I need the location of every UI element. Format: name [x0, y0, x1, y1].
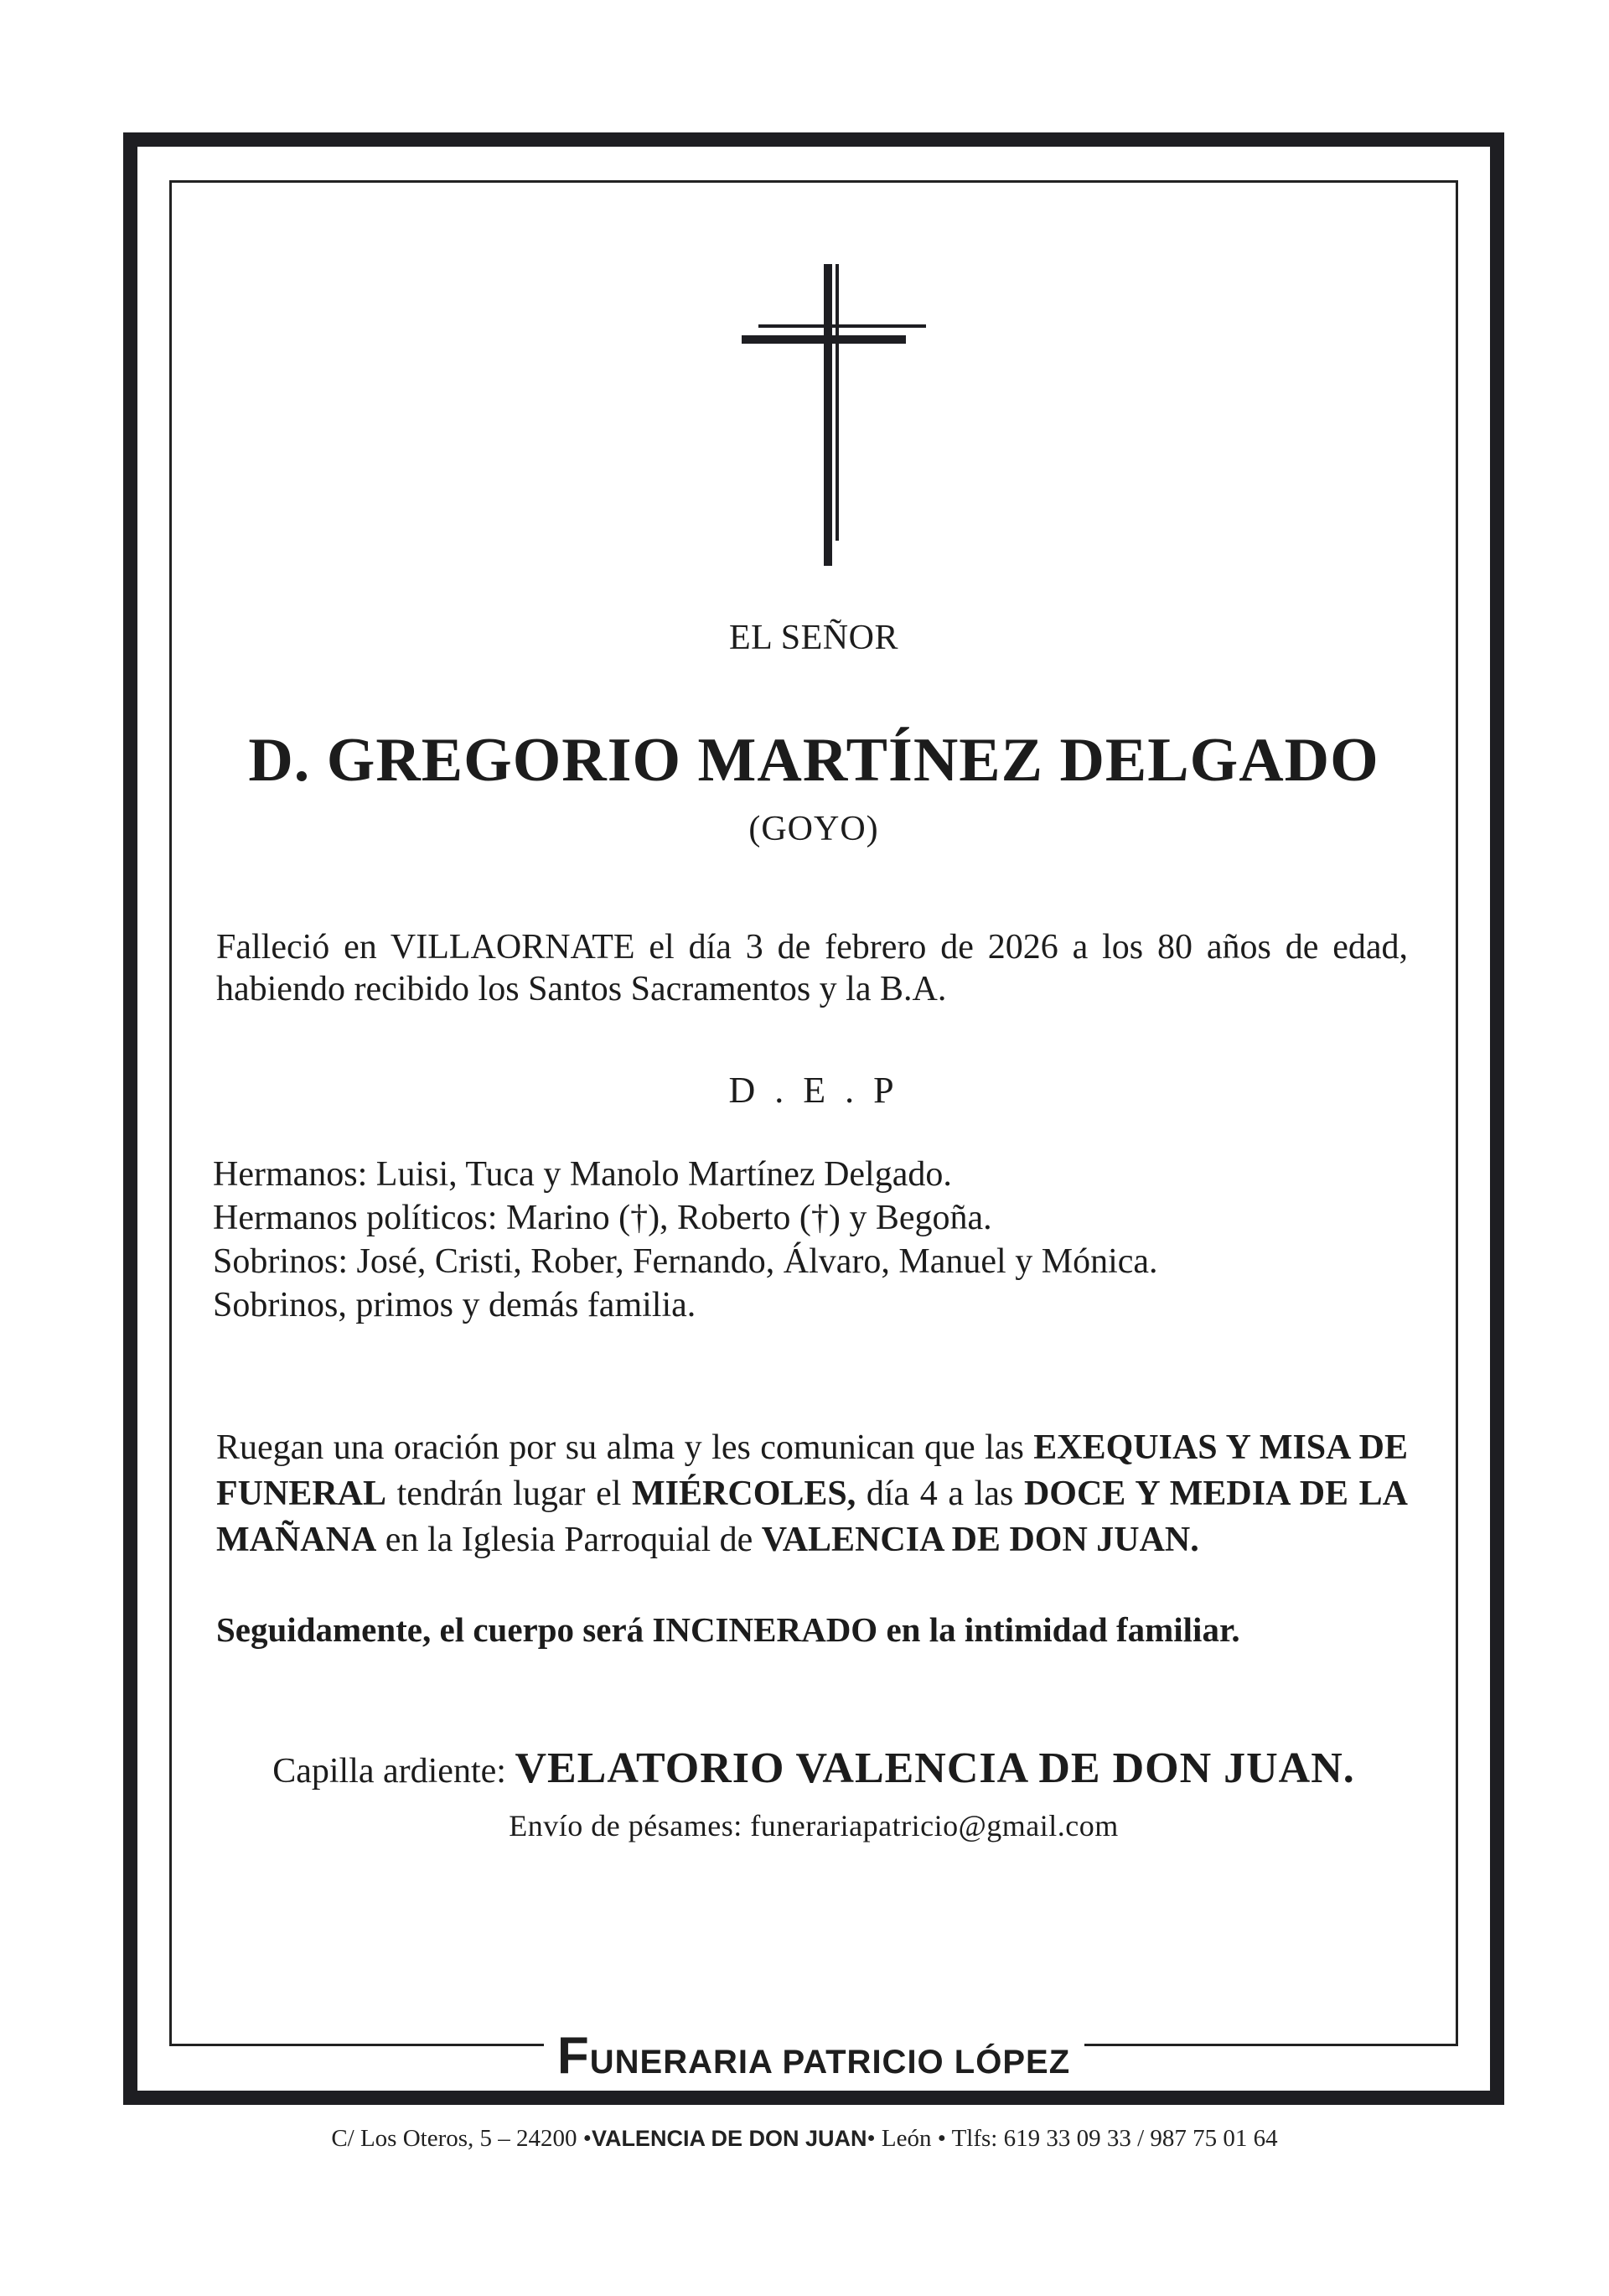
address-phones: • León • Tlfs: 619 33 09 33 / 987 75 01 64 — [867, 2125, 1278, 2152]
family-list — [213, 1153, 1415, 1327]
chapel-value: VELATORIO VALENCIA DE DON JUAN. — [515, 1744, 1355, 1792]
cross-icon — [742, 247, 926, 566]
funeral-mass: EXEQUIAS Y MISA DE FUNERAL — [216, 1428, 1408, 1513]
funeral-home-address — [0, 2125, 1609, 2153]
condolences-email: Envío de pésames: funerariapatricio@gmail.com — [509, 1809, 1119, 1843]
notice-body — [137, 147, 1490, 2091]
family-nephews: Sobrinos: José, Cristi, Rober, Fernando, Álvaro, Manuel y Mónica. — [213, 1242, 1158, 1281]
funeral-text-2: tendrán lugar el — [386, 1475, 633, 1513]
family-siblings: Hermanos: Luisi, Tuca y Manolo Martínez Delgado. — [213, 1155, 952, 1194]
address-city: VALENCIA DE DON JUAN — [591, 2126, 867, 2151]
funeral-day: MIÉRCOLES, — [632, 1475, 856, 1513]
mourning-border — [123, 132, 1504, 2105]
brand-rest: UNERARIA PATRICIO LÓPEZ — [589, 2044, 1071, 2081]
rip-initials: D . E . P — [728, 1070, 899, 1111]
funeral-time: DOCE Y MEDIA DE LA MAÑANA — [216, 1475, 1409, 1559]
deceased-name: D. GREGORIO MARTÍNEZ DELGADO — [248, 726, 1379, 795]
death-announcement: Falleció en VILLAORNATE el día 3 de febrero de 2026 a los 80 años de edad, habiendo recibido los Santos Sacramentos y la B.A. — [216, 928, 1408, 1008]
cremation-note: Seguidamente, el cuerpo será INCINERADO en la intimidad familiar. — [216, 1610, 1240, 1649]
funeral-text-3: día 4 a las — [856, 1475, 1024, 1513]
chapel-label: Capilla ardiente: — [272, 1752, 515, 1791]
brand-name — [544, 2026, 1084, 2086]
funeral-home-logo — [137, 2026, 1490, 2085]
family-others: Sobrinos, primos y demás familia. — [213, 1286, 696, 1324]
funeral-details — [216, 1425, 1408, 1563]
title-prefix: EL SEÑOR — [729, 619, 898, 657]
funeral-text-4: en la Iglesia Parroquial de — [376, 1521, 762, 1559]
chapel-line — [137, 1744, 1490, 1793]
family-in-laws: Hermanos políticos: Marino (†), Roberto (†) y Begoña. — [213, 1199, 992, 1237]
deceased-nickname: (GOYO) — [748, 810, 879, 848]
address-street: C/ Los Oteros, 5 – 24200 • — [331, 2125, 592, 2152]
brand-initial: F — [556, 2027, 590, 2085]
funeral-place: VALENCIA DE DON JUAN. — [761, 1521, 1199, 1559]
funeral-text-1: Ruegan una oración por su alma y les comunican que las — [216, 1428, 1034, 1467]
